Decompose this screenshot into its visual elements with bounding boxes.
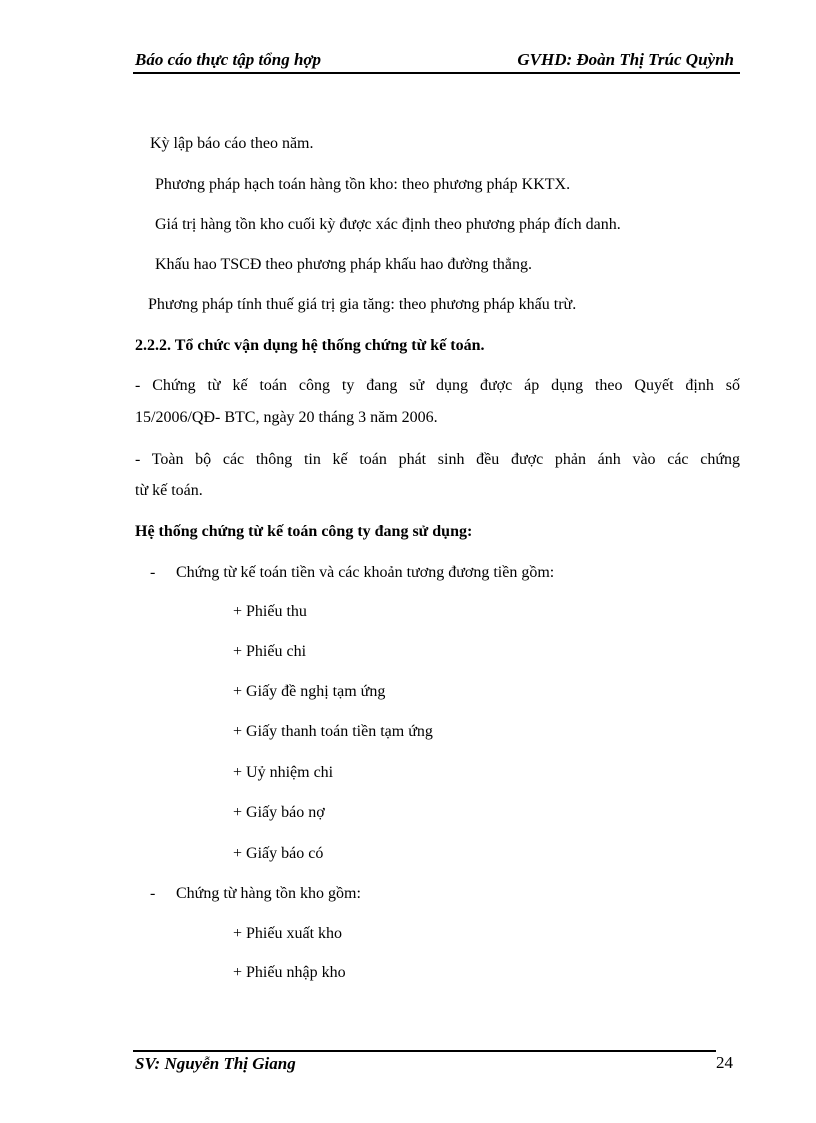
sub-heading: Hệ thống chứng từ kế toán công ty đang sử dụng: <box>135 523 473 540</box>
paragraph-info-line-1: - Toàn bộ các thông tin kế toán phát sinh đều được phản ánh vào các chứng <box>135 451 740 468</box>
page-header <box>133 48 740 74</box>
list-item: + Giấy đề nghị tạm ứng <box>233 683 386 700</box>
list-item: + Phiếu chi <box>233 643 307 660</box>
paragraph-decision-line-1: - Chứng từ kế toán công ty đang sử dụng được áp dụng theo Quyết định số <box>135 377 740 394</box>
list-item: + Phiếu thu <box>233 603 307 620</box>
list-item: + Phiếu nhập kho <box>233 964 346 981</box>
group-title-cash-documents: Chứng từ kế toán tiền và các khoản tương đương tiền gồm: <box>176 564 555 581</box>
header-report-title: Báo cáo thực tập tổng hợp <box>135 50 322 69</box>
section-heading: 2.2.2. Tổ chức vận dụng hệ thống chứng từ kế toán. <box>135 337 485 354</box>
list-item: + Giấy báo có <box>233 845 324 862</box>
page-number: 24 <box>716 1053 733 1072</box>
paragraph-inventory-method: Phương pháp hạch toán hàng tồn kho: theo phương pháp KKTX. <box>155 176 571 193</box>
list-dash: - <box>150 564 156 581</box>
paragraph-vat-method: Phương pháp tính thuế giá trị gia tăng: theo phương pháp khấu trừ. <box>148 296 577 313</box>
paragraph-report-period: Kỳ lập báo cáo theo năm. <box>150 135 314 152</box>
list-item: + Phiếu xuất kho <box>233 925 343 942</box>
footer-divider <box>133 1050 716 1052</box>
footer-student-name: SV: Nguyễn Thị Giang <box>135 1054 296 1073</box>
paragraph-inventory-valuation: Giá trị hàng tồn kho cuối kỳ được xác định theo phương pháp đích danh. <box>155 216 621 233</box>
paragraph-info-line-2: từ kế toán. <box>135 482 203 499</box>
list-item: + Uỷ nhiệm chi <box>233 764 334 781</box>
paragraph-decision-line-2: 15/2006/QĐ- BTC, ngày 20 tháng 3 năm 2006. <box>135 409 438 426</box>
list-item: + Giấy báo nợ <box>233 804 325 821</box>
paragraph-depreciation: Khấu hao TSCĐ theo phương pháp khấu hao đường thẳng. <box>155 256 533 273</box>
header-supervisor: GVHD: Đoàn Thị Trúc Quỳnh <box>517 50 734 69</box>
list-dash: - <box>150 885 156 902</box>
list-item: + Giấy thanh toán tiền tạm ứng <box>233 723 433 740</box>
group-title-inventory-documents: Chứng từ hàng tồn kho gồm: <box>176 885 361 902</box>
